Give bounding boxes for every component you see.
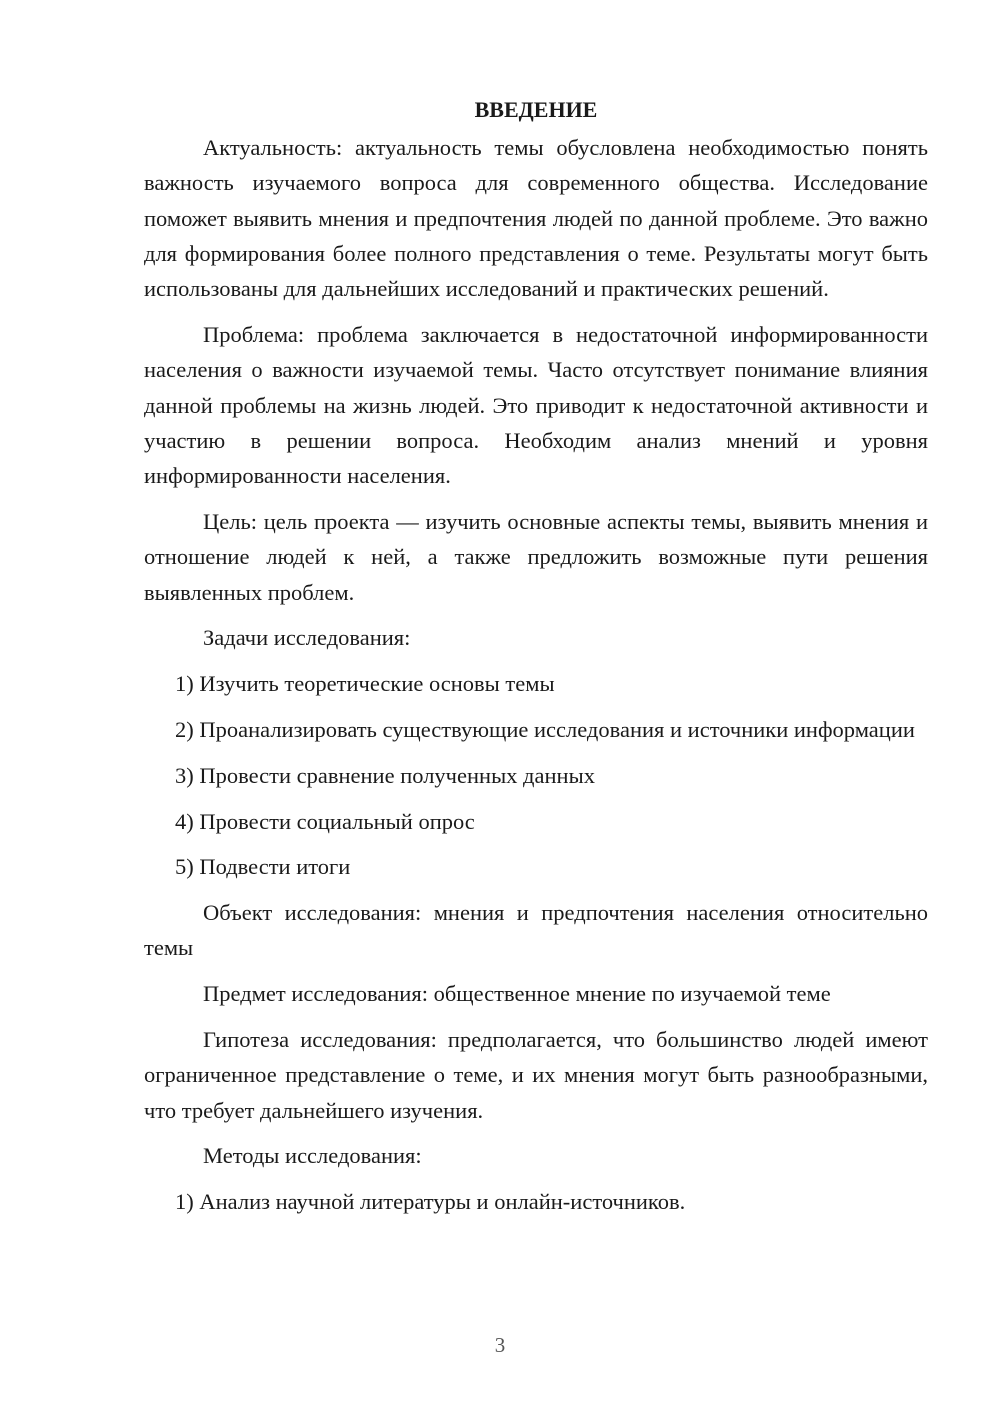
paragraph-hypothesis: Гипотеза исследования: предполагается, что большинство людей имеют ограниченное представление о теме, и их мнения могут быть разнообразными, что требует дальнейшего изучения.: [144, 1027, 928, 1123]
tasks-heading: Задачи исследования:: [203, 625, 411, 651]
paragraph-problem: Проблема: проблема заключается в недостаточной информированности населения о важности изучаемой темы. Часто отсутствует понимание влияния данной проблемы на жизнь людей. Это приводит к недостаточной активности и участию в решении вопроса. Необходим анализ мнений и уровня информированности населения.: [144, 321, 928, 489]
page-content: [144, 92, 928, 1220]
paragraph-goal: Цель: цель проекта — изучить основные аспекты темы, выявить мнения и отношение людей к ней, а также предложить возможные пути решения выявленных проблем.: [144, 508, 928, 605]
section-title: ВВЕДЕНИЕ: [474, 97, 598, 122]
paragraph-relevance: Актуальность: актуальность темы обусловлена необходимостью понять важность изучаемого вопроса для современного общества. Исследование поможет выявить мнения и предпочтения людей по данной проблеме. Это важно для формирования более полного представления о теме. Результаты могут быть использованы для дальнейших исследований и практических решений.: [144, 135, 928, 302]
task-item: 1) Изучить теоретические основы темы: [175, 671, 555, 697]
task-item: 5) Подвести итоги: [175, 854, 351, 880]
methods-heading: Методы исследования:: [203, 1143, 422, 1169]
task-item: 4) Провести социальный опрос: [175, 808, 475, 834]
paragraph-object: Объект исследования: мнения и предпочтения населения относительно темы: [144, 900, 928, 961]
task-item: 3) Провести сравнение полученных данных: [175, 762, 595, 788]
paragraph-subject: Предмет исследования: общественное мнение по изучаемой теме: [203, 981, 831, 1007]
page-number: 3: [494, 1333, 506, 1357]
task-item: 2) Проанализировать существующие исследования и источники информации: [175, 716, 915, 742]
method-item: 1) Анализ научной литературы и онлайн-источников.: [175, 1189, 686, 1215]
